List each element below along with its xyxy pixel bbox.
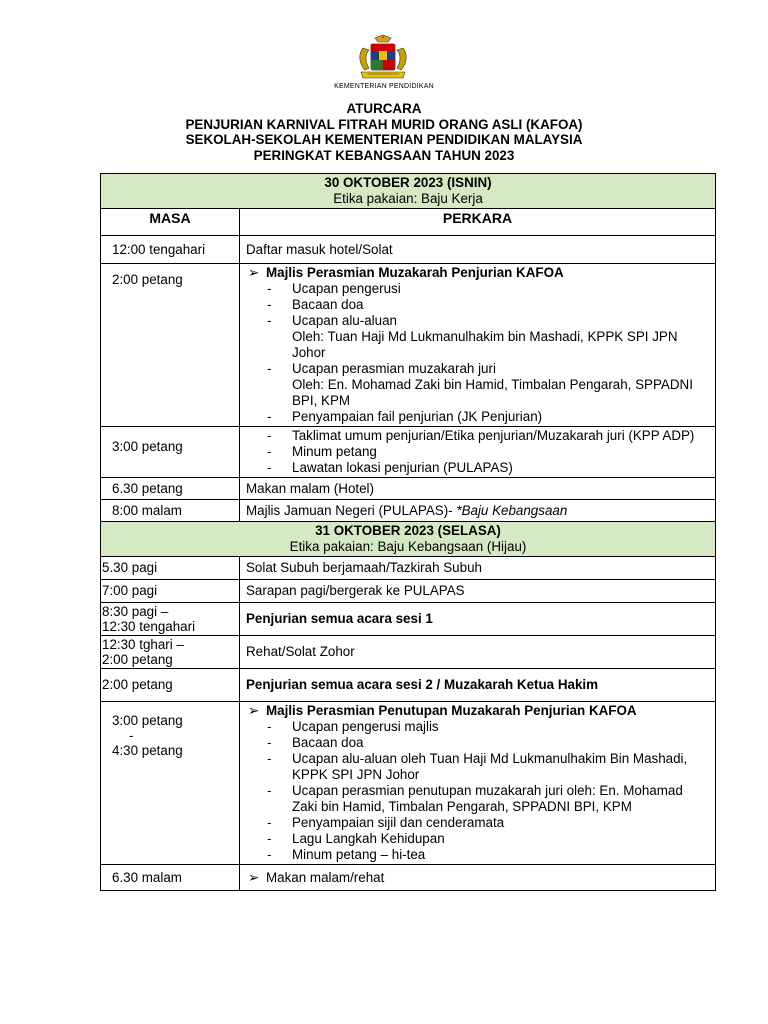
- row-activity: [240, 702, 716, 865]
- day2-header: [101, 522, 716, 557]
- list-item: - Penyampaian fail penjurian (JK Penjurian): [246, 409, 709, 425]
- row-activity: Penjurian semua acara sesi 2 / Muzakarah Ketua Hakim: [240, 669, 716, 702]
- title-level: PERINGKAT KEBANGSAAN TAHUN 2023: [253, 147, 515, 163]
- row-activity: Majlis Jamuan Negeri (PULAPAS)- *Baju Kebangsaan: [240, 500, 716, 522]
- list-item-detail: Oleh: En. Mohamad Zaki bin Hamid, Timbalan Pengarah, SPPADNI BPI, KPM: [292, 377, 693, 408]
- schedule-table: [100, 173, 716, 891]
- table-row: [101, 865, 716, 891]
- title-schools: SEKOLAH-SEKOLAH KEMENTERIAN PENDIDIKAN MALAYSIA: [185, 132, 583, 147]
- list-item: - Ucapan alu-aluan oleh Tuan Haji Md Lukmanulhakim Bin Mashadi, KPPK SPI JPN Johor: [246, 751, 709, 783]
- arrow-bullet-icon: ➢: [248, 703, 260, 718]
- day1-header: [101, 174, 716, 209]
- row-activity: ➢ Makan malam/rehat: [240, 865, 716, 891]
- list-item: ➢ Majlis Perasmian Muzakarah Penjurian KAFOA: [248, 265, 564, 280]
- list-item: - Ucapan pengerusi: [246, 281, 709, 297]
- list-item: - Bacaan doa: [246, 735, 709, 751]
- list-item: - Ucapan alu-aluan: [246, 313, 709, 329]
- row-time: 6.30 malam: [101, 865, 240, 891]
- row-activity: [240, 427, 716, 478]
- row-time: 8:00 malam: [101, 500, 240, 522]
- list-item: ➢ Majlis Perasmian Penutupan Muzakarah Penjurian KAFOA: [248, 703, 637, 718]
- coat-of-arms-icon: [355, 34, 411, 82]
- row-time: 12:00 tengahari: [101, 236, 240, 264]
- day2-dress: Etika pakaian: Baju Kebangsaan (Hijau): [289, 539, 527, 554]
- table-row: [101, 603, 716, 636]
- row-activity: Penjurian semua acara sesi 1: [240, 603, 716, 636]
- row-activity: Daftar masuk hotel/Solat: [240, 236, 716, 264]
- table-row: [101, 236, 716, 264]
- row-activity: Sarapan pagi/bergerak ke PULAPAS: [240, 580, 716, 603]
- title-event: PENJURIAN KARNIVAL FITRAH MURID ORANG ASLI (KAFOA): [185, 116, 583, 132]
- row-time: 2:00 petang: [101, 264, 240, 427]
- list-item: - Ucapan perasmian muzakarah juri: [246, 361, 709, 377]
- list-item: - Lawatan lokasi penjurian (PULAPAS): [246, 460, 709, 476]
- list-item: - Minum petang: [246, 444, 709, 460]
- row-time: 7:00 pagi: [101, 580, 240, 603]
- document-headings: [0, 101, 768, 163]
- row-time: 3:00 petang: [101, 427, 240, 478]
- table-row: [101, 264, 716, 427]
- row-activity: Rehat/Solat Zohor: [240, 636, 716, 669]
- table-row: [101, 702, 716, 865]
- col-masa: MASA: [101, 209, 240, 236]
- list-item: - Bacaan doa: [246, 297, 709, 313]
- list-item-detail: Oleh: Tuan Haji Md Lukmanulhakim bin Mashadi, KPPK SPI JPN Johor: [292, 329, 678, 360]
- list-item: - Minum petang – hi-tea: [246, 847, 709, 863]
- day1-date: 30 OKTOBER 2023 (ISNIN): [324, 175, 492, 190]
- col-perkara: PERKARA: [240, 209, 716, 236]
- row-time: 5.30 pagi: [101, 557, 240, 580]
- row-activity: Makan malam (Hotel): [240, 478, 716, 500]
- row-time: 12:30 tghari – 2:00 petang: [101, 636, 240, 669]
- ministry-name: KEMENTERIAN PENDIDIKAN: [334, 83, 434, 90]
- day1-dress: Etika pakaian: Baju Kerja: [333, 191, 483, 206]
- table-row: [101, 636, 716, 669]
- list-item: - Lagu Langkah Kehidupan: [246, 831, 709, 847]
- list-item: - Ucapan perasmian penutupan muzakarah juri oleh: En. Mohamad Zaki bin Hamid, Timbalan Pengarah, SPPADNI BPI, KPM: [246, 783, 709, 815]
- list-item: - Penyampaian sijil dan cenderamata: [246, 815, 709, 831]
- table-row: [101, 478, 716, 500]
- row-time: 3:00 petang - 4:30 petang: [101, 702, 240, 865]
- title-aturcara: ATURCARA: [346, 101, 422, 116]
- row-time: 2:00 petang: [101, 669, 240, 702]
- row-time: 8:30 pagi – 12:30 tengahari: [101, 603, 240, 636]
- table-row: [101, 580, 716, 603]
- arrow-bullet-icon: ➢: [248, 265, 260, 280]
- list-item: - Taklimat umum penjurian/Etika penjurian/Muzakarah juri (KPP ADP): [246, 428, 709, 444]
- row-time: 6.30 petang: [101, 478, 240, 500]
- list-item: - Ucapan pengerusi majlis: [246, 719, 709, 735]
- row-activity: [240, 264, 716, 427]
- column-headers: [101, 209, 716, 236]
- table-row: [101, 669, 716, 702]
- row-activity: Solat Subuh berjamaah/Tazkirah Subuh: [240, 557, 716, 580]
- table-row: [101, 557, 716, 580]
- table-row: [101, 427, 716, 478]
- day2-date: 31 OKTOBER 2023 (SELASA): [315, 523, 501, 538]
- table-row: [101, 500, 716, 522]
- arrow-bullet-icon: ➢: [248, 869, 260, 885]
